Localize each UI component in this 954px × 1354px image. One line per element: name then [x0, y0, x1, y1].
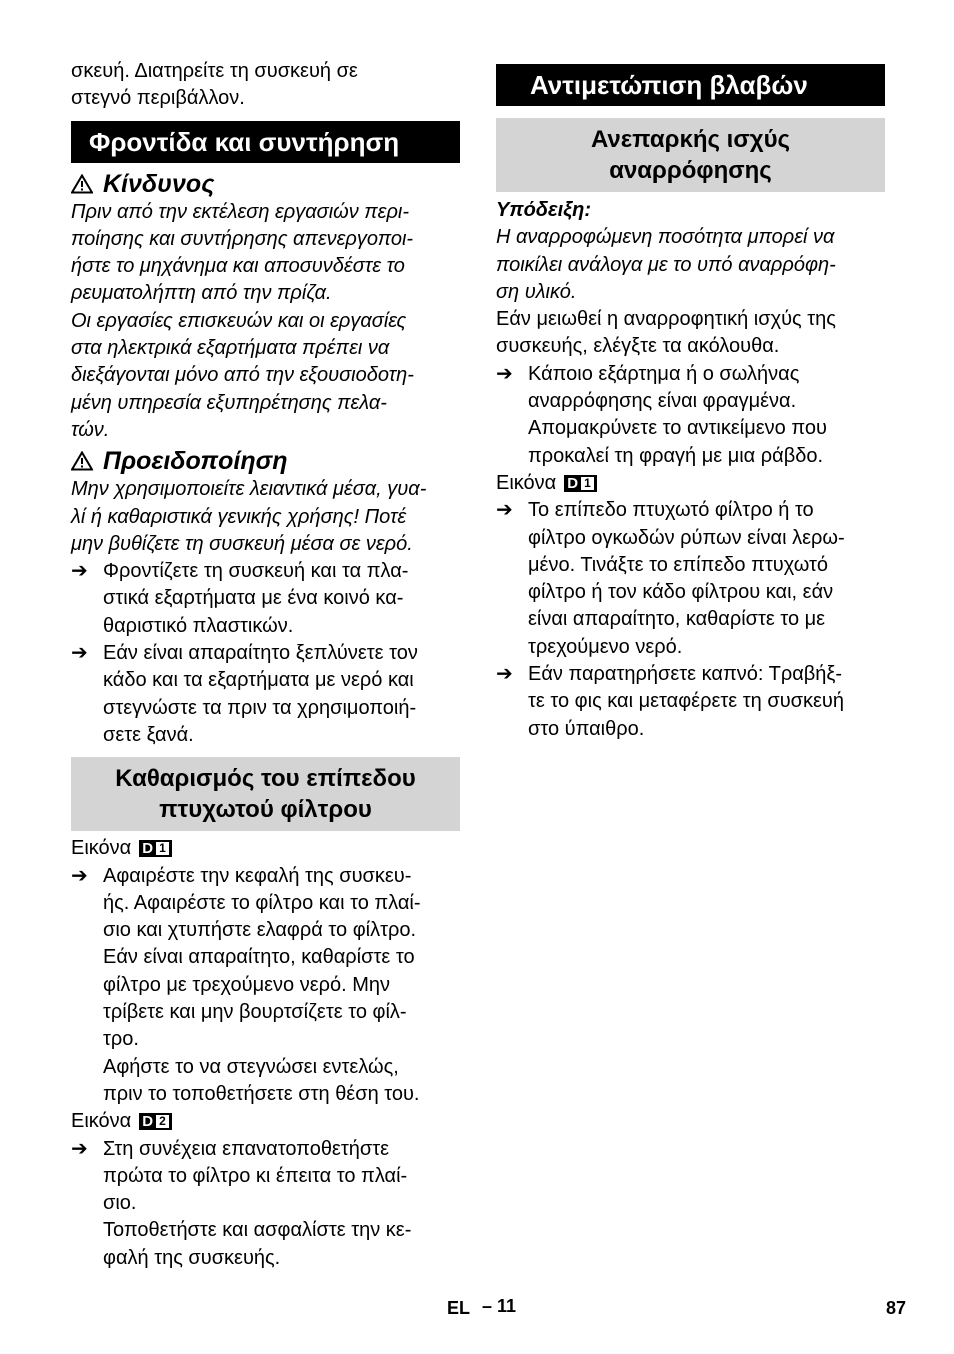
figure-label: Εικόνα — [71, 837, 132, 860]
figure-badge — [564, 475, 597, 492]
step-line: Τοποθετήστε και ασφαλίστε την κε- — [103, 1219, 412, 1242]
troubleshooting-heading: Αντιμετώπιση βλαβών — [496, 64, 885, 106]
figure-number: 1 — [156, 842, 169, 855]
danger-line: ήστε το μηχάνημα και αποσυνδέστε το — [71, 255, 405, 278]
figure-number: 1 — [581, 477, 594, 490]
danger-title: Κίνδυνος — [103, 169, 215, 198]
step-line: Αφαιρέστε την κεφαλή της συσκευ- — [103, 864, 412, 887]
step-line: στεγνώστε τα πριν τα χρησιμοποιή- — [103, 696, 417, 719]
danger-line: στα ηλεκτρικά εξαρτήματα πρέπει να — [71, 337, 390, 360]
note-title: Υπόδειξη: — [496, 199, 591, 221]
left-column — [71, 58, 460, 1272]
body-line: συσκευής, ελέγξτε τα ακόλουθα. — [496, 335, 780, 358]
step-line: ής. Αφαιρέστε το φίλτρο και το πλαί- — [103, 891, 421, 914]
danger-line: μένη υπηρεσία εξυπηρέτησης πελα- — [71, 391, 387, 414]
step-line: Το επίπεδο πτυχωτό φίλτρο ή το — [528, 499, 814, 522]
suction-heading-line: Ανεπαρκής ισχύς — [590, 126, 791, 153]
arrow-icon: ➔ — [71, 1137, 88, 1160]
section-page-label: – 11 — [482, 1296, 517, 1316]
step-line: φίλτρο ογκωδών ρύπων είναι λερω- — [528, 526, 845, 549]
filter-heading — [71, 757, 460, 831]
care-heading: Φροντίδα και συντήρηση — [71, 121, 460, 163]
danger-line: διεξάγονται μόνο από την εξουσιοδοτη- — [71, 364, 414, 387]
warning-title: Προειδοποίηση — [103, 447, 288, 476]
step-line: πριν το τοποθετήσετε στη θέση του. — [103, 1082, 420, 1105]
body-line: Εάν μειωθεί η αναρροφητική ισχύς της — [496, 308, 836, 331]
trouble-step — [496, 661, 885, 743]
figure-reference — [71, 1108, 460, 1135]
suction-heading-line: αναρρόφησης — [609, 157, 772, 184]
step-line: Στη συνέχεια επανατοποθετήστε — [103, 1137, 390, 1160]
danger-heading — [71, 169, 460, 199]
step-line: προκαλεί τη φραγή με μια ράβδο. — [528, 444, 824, 467]
trouble-step — [496, 361, 885, 470]
danger-line: ποίησης και συντήρησης απενεργοποι- — [71, 227, 414, 250]
language-code: EL — [447, 1298, 471, 1318]
figure-number: 2 — [156, 1115, 169, 1128]
care-step — [71, 558, 460, 640]
figure-badge — [139, 1113, 172, 1130]
figure-badge — [139, 840, 172, 857]
arrow-icon: ➔ — [496, 499, 513, 522]
step-line: σετε ξανά. — [103, 723, 194, 746]
filter-heading-line: πτυχωτού φίλτρου — [159, 796, 372, 824]
arrow-icon: ➔ — [496, 663, 513, 686]
note-text — [496, 224, 885, 306]
step-line: πρώτα το φίλτρο κι έπειτα το πλαί- — [103, 1164, 408, 1187]
danger-line: τών. — [71, 418, 110, 441]
warning-line: λί ή καθαριστικά γενικής χρήσης! Ποτέ — [71, 505, 407, 528]
filter-step — [71, 1136, 460, 1272]
arrow-icon: ➔ — [71, 642, 88, 665]
figure-letter: D — [567, 475, 579, 493]
danger-line: Πριν από την εκτέλεση εργασιών περι- — [71, 200, 410, 223]
step-line: κάδο και τα εξαρτήματα με νερό και — [103, 669, 414, 692]
care-step — [71, 640, 460, 749]
trouble-step — [496, 497, 885, 661]
arrow-icon: ➔ — [71, 560, 88, 583]
figure-letter: D — [142, 840, 154, 858]
step-line: μένο. Τινάξτε το επίπεδο πτυχωτό — [528, 553, 829, 576]
step-line: φίλτρο ή τον κάδο φίλτρου και, εάν — [528, 581, 834, 604]
warning-heading — [71, 446, 460, 476]
right-column — [496, 64, 885, 743]
step-line: σιο. — [103, 1192, 137, 1215]
step-line: τρίβετε και μην βουρτσίζετε το φίλ- — [103, 1001, 407, 1024]
warning-line: μην βυθίζετε τη συσκευή μέσα σε νερό. — [71, 532, 413, 555]
figure-reference — [71, 835, 460, 862]
note-line: ποικίλει ανάλογα με το υπό αναρρόφη- — [496, 253, 836, 276]
intro-line: σκευή. Διατηρείτε τη συσκευή σε — [71, 60, 358, 82]
figure-reference — [496, 470, 885, 497]
step-line: Φροντίζετε τη συσκευή και τα πλα- — [103, 560, 409, 583]
step-line: Εάν είναι απαραίτητο, καθαρίστε το — [103, 946, 415, 969]
step-line: σιο και χτυπήστε ελαφρά το φίλτρο. — [103, 919, 417, 942]
warning-line: Μην χρησιμοποιείτε λειαντικά μέσα, γυα- — [71, 478, 427, 501]
filter-heading-line: Καθαρισμός του επίπεδου — [115, 765, 416, 793]
step-line: τε το φις και μεταφέρετε τη συσκευή — [528, 690, 844, 713]
page-number: 87 — [885, 1298, 906, 1318]
step-line: Εάν παρατηρήσετε καπνό: Τραβήξ- — [528, 663, 843, 686]
note-line: ση υλικό. — [496, 280, 577, 303]
figure-letter: D — [142, 1113, 154, 1131]
step-line: στικά εξαρτήματα με ένα κοινό κα- — [103, 587, 404, 610]
step-line: Απομακρύνετε το αντικείμενο που — [528, 417, 827, 440]
figure-label: Εικόνα — [71, 1110, 132, 1133]
arrow-icon: ➔ — [71, 864, 88, 887]
figure-label: Εικόνα — [496, 471, 557, 494]
intro-line: στεγνό περιβάλλον. — [71, 87, 245, 110]
warning-triangle-icon — [71, 174, 93, 194]
filter-step — [71, 863, 460, 1109]
step-line: τρο. — [103, 1028, 139, 1051]
step-line: στο ύπαιθρο. — [528, 717, 645, 740]
note-line: Η αναρροφώμενη ποσότητα μπορεί να — [496, 226, 835, 249]
danger-text — [71, 199, 460, 445]
suction-heading — [496, 118, 885, 192]
step-line: τρεχούμενο νερό. — [528, 635, 683, 658]
step-line: φίλτρο με τρεχούμενο νερό. Μην — [103, 973, 391, 996]
danger-line: ρευματολήπτη από την πρίζα. — [71, 282, 332, 305]
step-line: θαριστικό πλαστικών. — [103, 614, 294, 637]
arrow-icon: ➔ — [496, 362, 513, 385]
step-line: Αφήστε το να στεγνώσει εντελώς, — [103, 1055, 399, 1078]
warning-triangle-icon — [71, 451, 93, 471]
warning-text — [71, 476, 460, 558]
step-line: Εάν είναι απαραίτητο ξεπλύνετε τον — [103, 642, 418, 665]
danger-line: Οι εργασίες επισκευών και οι εργασίες — [71, 309, 407, 332]
step-line: φαλή της συσκευής. — [103, 1246, 281, 1269]
step-line: αναρρόφησης είναι φραγμένα. — [528, 390, 797, 413]
step-line: είναι απαραίτητο, καθαρίστε το με — [528, 608, 826, 631]
step-line: Κάποιο εξάρτημα ή ο σωλήνας — [528, 362, 800, 385]
